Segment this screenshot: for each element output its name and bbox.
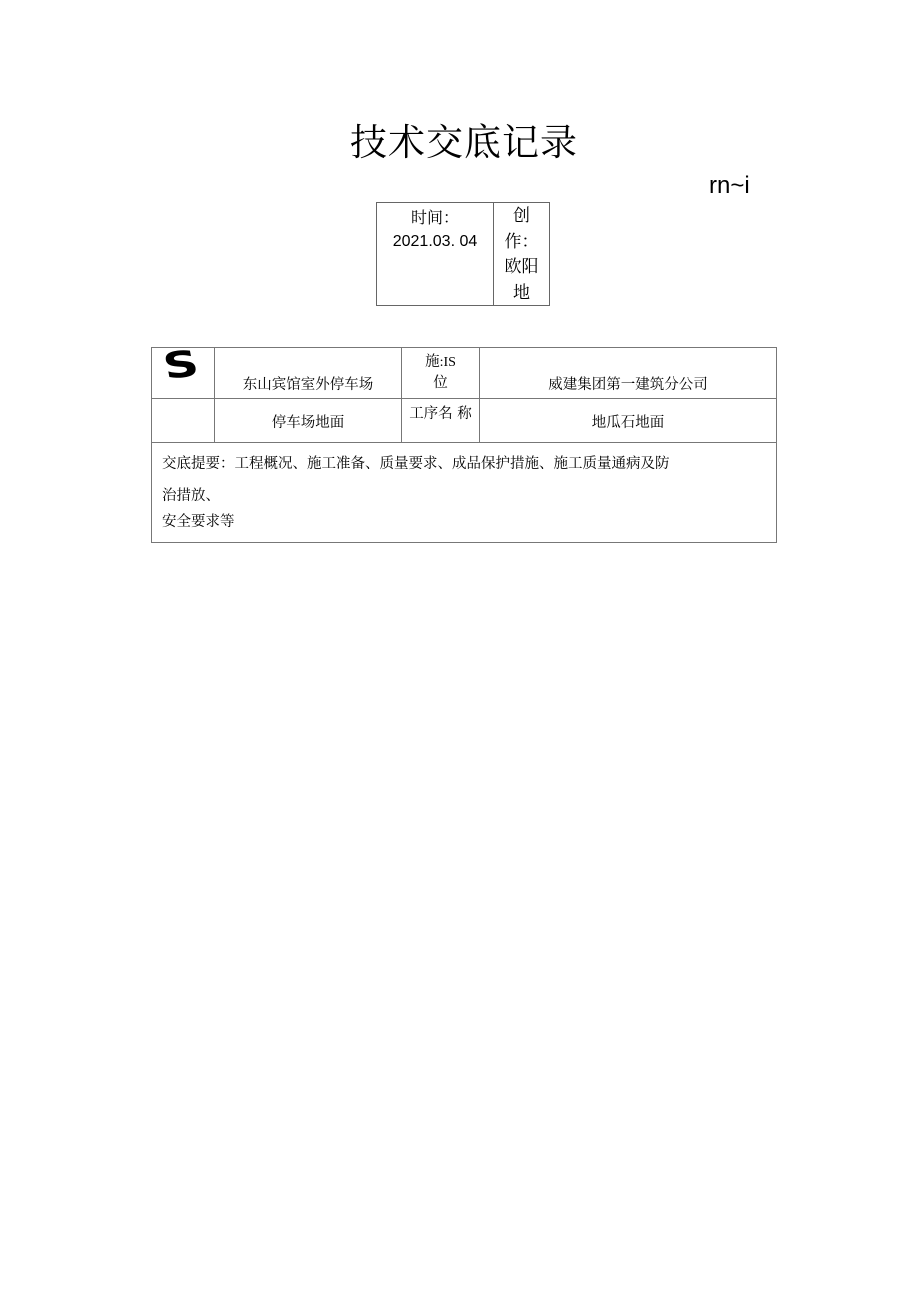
summary-line-1: 交底提要：工程概况、施工准备、质量要求、成品保护措施、施工质量通病及防 [162, 456, 670, 472]
table-row [152, 399, 777, 443]
meta-box [376, 202, 550, 306]
unit-value-cell [480, 348, 777, 399]
table-row [152, 443, 777, 543]
unit-value: 威建集团第一建筑分公司 [548, 377, 708, 393]
table-row [152, 348, 777, 399]
unit-label-en: :IS [439, 355, 456, 370]
process-value: 地瓜石地面 [591, 415, 665, 431]
time-value: 2021.03. 04 [392, 233, 478, 250]
disclosure-table [151, 343, 777, 543]
summary-cell [152, 443, 777, 543]
area-value: 停车场地面 [271, 415, 345, 431]
process-value-cell [480, 399, 777, 443]
time-cell [377, 203, 494, 305]
document-title: 技术交底记录 [350, 121, 578, 164]
unit-label-cell [402, 348, 480, 399]
summary-text [152, 443, 776, 532]
project-name-cell [215, 348, 402, 399]
unit-label [402, 352, 479, 394]
process-label: 工序名 称 [409, 406, 472, 422]
author-cell: 创作：欧阳地 [504, 206, 539, 303]
corner-mark: rn~i [709, 172, 750, 199]
summary-line-2: 治措放、 [162, 488, 220, 504]
summary-line-3: 安全要求等 [162, 514, 235, 530]
unit-label-cn: 施 [425, 354, 440, 370]
process-label-cell [402, 399, 480, 443]
project-name: 东山宾馆室外停车场 [242, 377, 374, 393]
unit-label-cn2: 位 [433, 375, 448, 391]
logo-cell [152, 343, 215, 399]
empty-cell [152, 399, 215, 443]
s-logo-icon: S [159, 343, 203, 388]
area-cell [215, 399, 402, 443]
time-label: 时间： [410, 208, 459, 227]
